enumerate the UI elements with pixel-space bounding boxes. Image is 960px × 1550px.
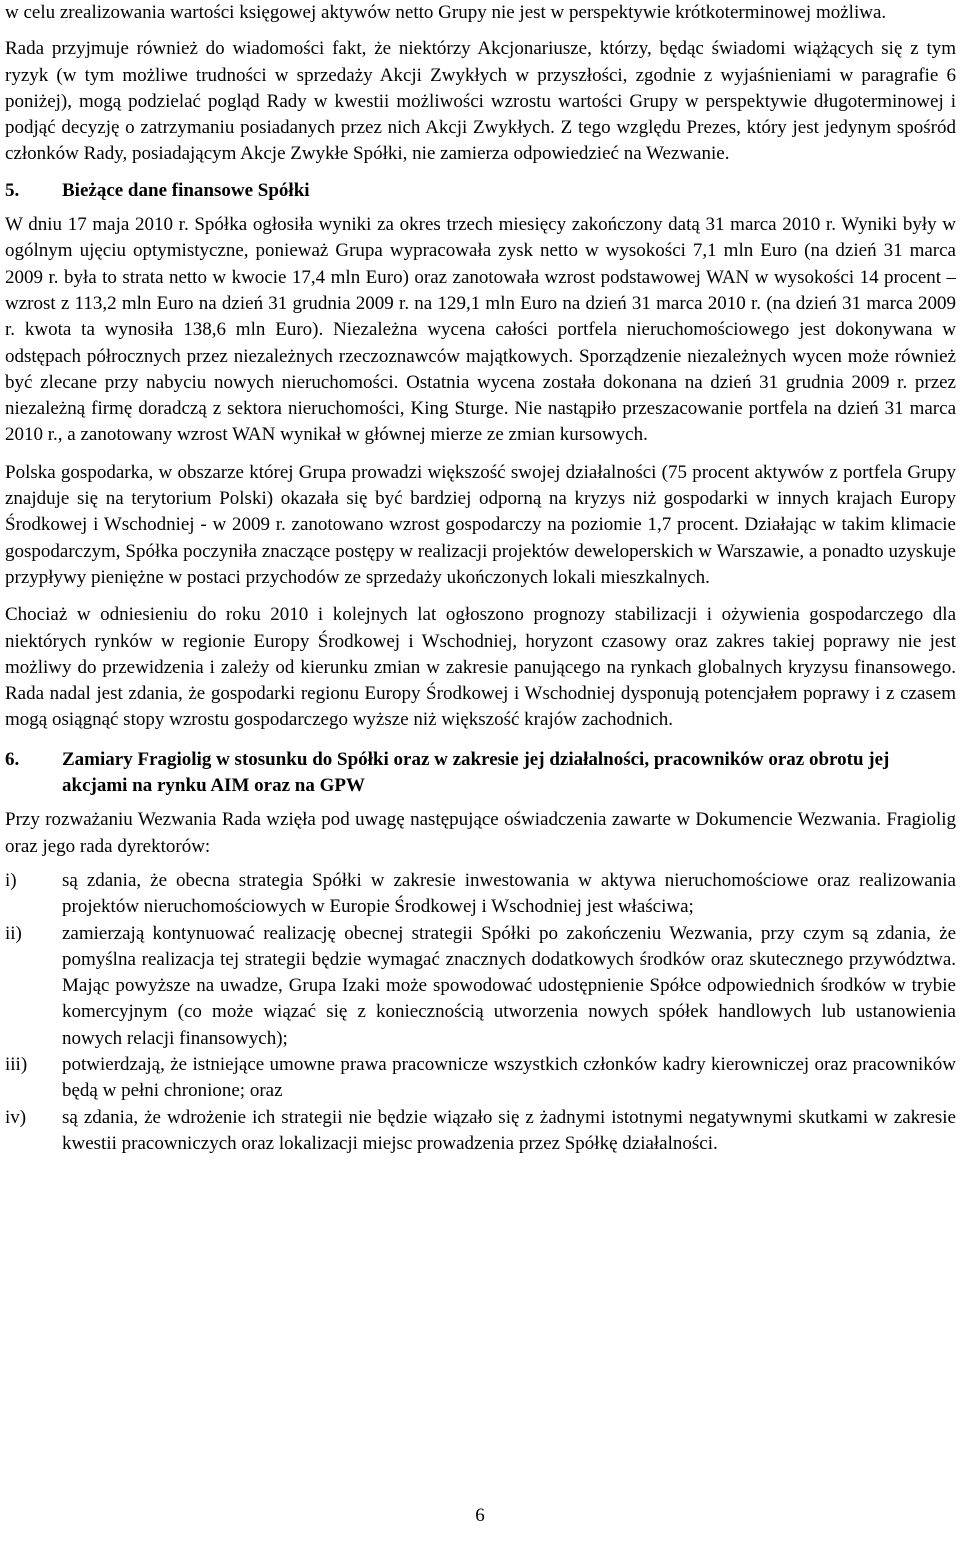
section-title: Bieżące dane finansowe Spółki	[62, 179, 310, 201]
paragraph-finance: W dniu 17 maja 2010 r. Spółka ogłosiła wyniki za okres trzech miesięcy zakończony datą 31 marca 2010 r. Wyniki były w ogólnym ujęciu optymistyczne, ponieważ Grupa wypracowała zysk netto w wysokości 7,1 mln Euro (na dzień 31 marca 2009 r. była to strata netto w kwocie 17,4 mln Euro) oraz zanotowała wzrost podstawowej WAN w wysokości 14 procent – wzrost z 113,2 mln Euro na dzień 31 grudnia 2009 r. na 129,1 mln Euro na dzień 31 marca 2010 r. (na dzień 31 marca 2009 r. kwota ta wynosiła 138,6 mln Euro). Niezależna wycena całości portfela nieruchomościowego jest dokonywana w odstępach półrocznych przez niezależnych rzeczoznawców majątkowych. Sporządzenie niezależnych wycen może również być zlecane przy nabyciu nowych nieruchomości. Ostatnia wycena została dokonana na dzień 31 grudnia 2009 r. przez niezależną firmę doradczą z sektora nieruchomości, King Sturge. Nie nastąpiło przeszacowanie portfela na dzień 31 marca 2010 r., a zanotowany wzrost WAN wynikał w głównej mierze ze zmian kursowych.	[5, 214, 956, 446]
list-marker: iv)	[5, 1106, 27, 1128]
list-item-text: zamierzają kontynuować realizację obecnej strategii Spółki po zakończeniu Wezwania, przy czym są zdania, że pomyślna realizacja tej strategii będzie wymagać znacznych dodatkowych środków oraz skutecznego przywództwa. Mając powyższe na uwadze, Grupa Izaki może spowodować udostępnienie Spółce odpowiednich środków w trybie komercyjnym (co może wiązać się z koniecznością utworzenia nowych spółek handlowych lub ustanowienia nowych relacji finansowych);	[62, 922, 956, 1049]
list-item	[5, 921, 956, 1052]
list-item-text: są zdania, że wdrożenie ich strategii nie będzie wiązało się z żadnymi istotnymi negatywnymi skutkami w zakresie kwestii pracowniczych oraz lokalizacji miejsc prowadzenia przez Spółkę działalności.	[62, 1106, 956, 1154]
list-item	[5, 1105, 956, 1158]
list-item	[5, 1052, 956, 1105]
section-title: Zamiary Fragiolig w stosunku do Spółki oraz w zakresie jej działalności, pracowników oraz obrotu jej akcjami na rynku AIM oraz na GPW	[62, 748, 890, 797]
paragraph-chociaz: Chociaż w odniesieniu do roku 2010 i kolejnych lat ogłoszono prognozy stabilizacji i ożywienia gospodarczego dla niektórych rynków w regionie Europy Środkowej i Wschodniej, horyzont czasowy oraz zakres takiej poprawy nie jest możliwy do przewidzenia i zależy od kierunku zmian w zakresie panującego na rynkach globalnych kryzysu finansowego. Rada nadal jest zdania, że gospodarki regionu Europy Środkowej i Wschodniej dysponują potencjałem poprawy i z czasem mogą osiągnąć stopy wzrostu gospodarczego wyższe niż większość krajów zachodnich.	[5, 604, 956, 731]
paragraph-intro: w celu zrealizowania wartości księgowej aktywów netto Grupy nie jest w perspektywie krótkoterminowej możliwa.	[5, 2, 887, 23]
list-marker: i)	[5, 869, 17, 891]
list-marker: iii)	[5, 1053, 28, 1075]
list-item	[5, 868, 956, 921]
paragraph-rada: Rada przyjmuje również do wiadomości fakt, że niektórzy Akcjonariusze, którzy, będąc świadomi wiążących się z tym ryzyk (w tym możliwe trudności w sprzedaży Akcji Zwykłych w przyszłości, zgodnie z wyjaśnieniami w paragrafie 6 poniżej), mogą podzielać pogląd Rady w kwestii możliwości wzrostu wartości Grupy w perspektywie długoterminowej i podjąć decyzję o zatrzymaniu posiadanych przez nich Akcji Zwykłych. Z tego względu Prezes, który jest jedynym spośród członków Rady, posiadającym Akcje Zwykłe Spółki, nie zamierza odpowiedzieć na Wezwanie.	[5, 38, 956, 165]
section-number: 6.	[5, 748, 20, 770]
list-marker: ii)	[5, 922, 22, 944]
paragraph-polska: Polska gospodarka, w obszarze której Grupa prowadzi większość swojej działalności (75 procent aktywów z portfela Grupy znajduje się na terytorium Polski) okazała się być bardziej odporną na kryzys niż gospodarki w innych krajach Europy Środkowej i Wschodniej - w 2009 r. zanotowano wzrost gospodarczy na poziomie 1,7 procent. Działając w takim klimacie gospodarczym, Spółka poczyniła znaczące postępy w realizacji projektów deweloperskich w Warszawie, a ponadto uzyskuje przypływy pieniężne w postaci przychodów ze sprzedaży ukończonych lokali mieszkalnych.	[5, 461, 956, 588]
list-item-text: są zdania, że obecna strategia Spółki w zakresie inwestowania w aktywa nieruchomościowe oraz realizowania projektów nieruchomościowych w Europie Środkowej i Wschodniej jest właściwa;	[62, 869, 956, 918]
list-item-text: potwierdzają, że istniejące umowne prawa pracownicze wszystkich członków kadry kierowniczej oraz pracowników będą w pełni chronione; oraz	[62, 1053, 956, 1102]
page-number: 6	[475, 1505, 485, 1526]
paragraph-przy: Przy rozważaniu Wezwania Rada wzięła pod uwagę następujące oświadczenia zawarte w Dokumencie Wezwania. Fragiolig oraz jego rada dyrektorów:	[5, 809, 956, 857]
section-6-heading	[5, 747, 956, 800]
statements-list	[5, 868, 956, 1157]
section-number: 5.	[5, 179, 20, 201]
section-5-heading	[5, 178, 956, 204]
